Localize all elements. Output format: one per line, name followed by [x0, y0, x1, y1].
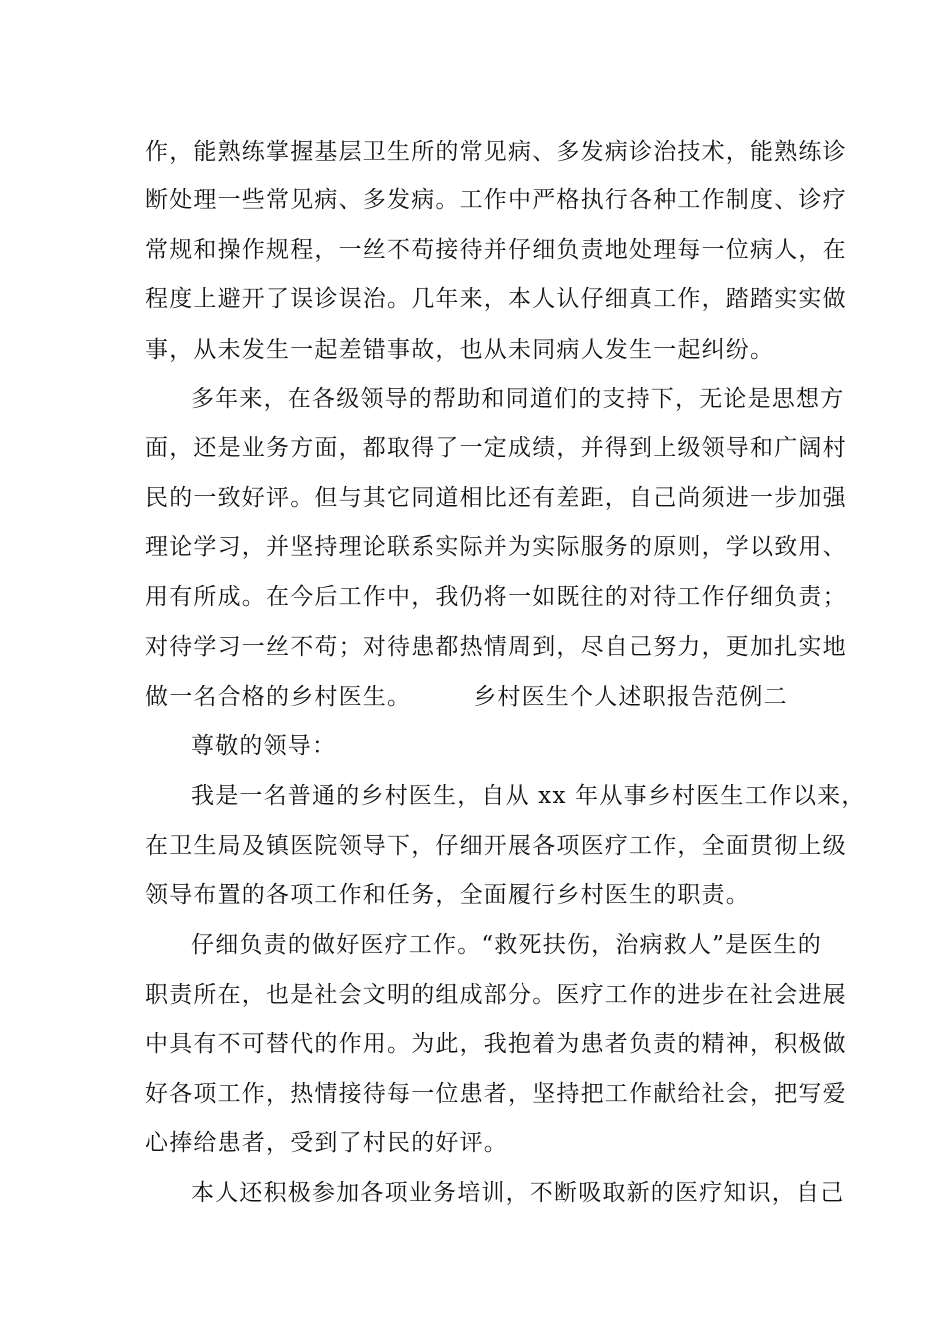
paragraph-start-2: 我是一名普通的乡村医生，自从 xx 年从事乡村医生工作以来，	[191, 783, 866, 809]
text-line-2: 断处理一些常见病、多发病。工作中严格执行各种工作制度、诊疗	[145, 187, 847, 213]
paragraph-start-4: 本人还积极参加各项业务培训，不断吸取新的医疗知识，自己	[191, 1180, 845, 1206]
text-line-22: 心捧给患者，受到了村民的好评。	[145, 1130, 508, 1156]
text-line-7: 面，还是业务方面，都取得了一定成绩，并得到上级领导和广阔村	[145, 435, 847, 461]
text-line-3: 常规和操作规程，一丝不苟接待并仔细负责地处理每一位病人，在	[145, 237, 847, 263]
text-line-10: 用有所成。在今后工作中，我仍将一如既往的对待工作仔细负责；	[145, 584, 847, 610]
text-line-17: 领导布置的各项工作和任务，全面履行乡村医生的职责。	[145, 882, 750, 908]
text-line-1: 作，能熟练掌握基层卫生所的常见病、多发病诊治技术，能熟练诊	[145, 139, 847, 165]
text-line-4: 程度上避开了误诊误治。几年来，本人认仔细真工作，踏踏实实做	[145, 286, 847, 312]
greeting-line: 尊敬的领导：	[191, 733, 337, 759]
text-line-11: 对待学习一丝不苟；对待患都热情周到，尽自己努力，更加扎实地	[145, 634, 847, 660]
paragraph-start-1: 多年来，在各级领导的帮助和同道们的支持下，无论是思想方	[191, 386, 845, 412]
text-line-19: 职责所在，也是社会文明的组成部分。医疗工作的进步在社会进展	[145, 982, 847, 1008]
text-line-8: 民的一致好评。但与其它同道相比还有差距，自己尚须进一步加强	[145, 485, 847, 511]
text-line-9: 理论学习，并坚持理论联系实际并为实际服务的原则，学以致用、	[145, 534, 847, 560]
text-line-21: 好各项工作，热情接待每一位患者，坚持把工作献给社会，把写爱	[145, 1081, 847, 1107]
text-line-5: 事，从未发生一起差错事故，也从未同病人发生一起纠纷。	[145, 337, 775, 363]
text-line-20: 中具有不可替代的作用。为此，我抱着为患者负责的精神，积极做	[145, 1031, 847, 1057]
text-line-16: 在卫生局及镇医院领导下，仔细开展各项医疗工作，全面贯彻上级	[145, 833, 847, 859]
report-title: 乡村医生个人述职报告范例二	[473, 684, 788, 710]
paragraph-end-text: 做一名合格的乡村医生。	[145, 684, 412, 710]
paragraph-start-3: 仔细负责的做好医疗工作。“救死扶伤，治病救人”是医生的	[191, 932, 822, 958]
